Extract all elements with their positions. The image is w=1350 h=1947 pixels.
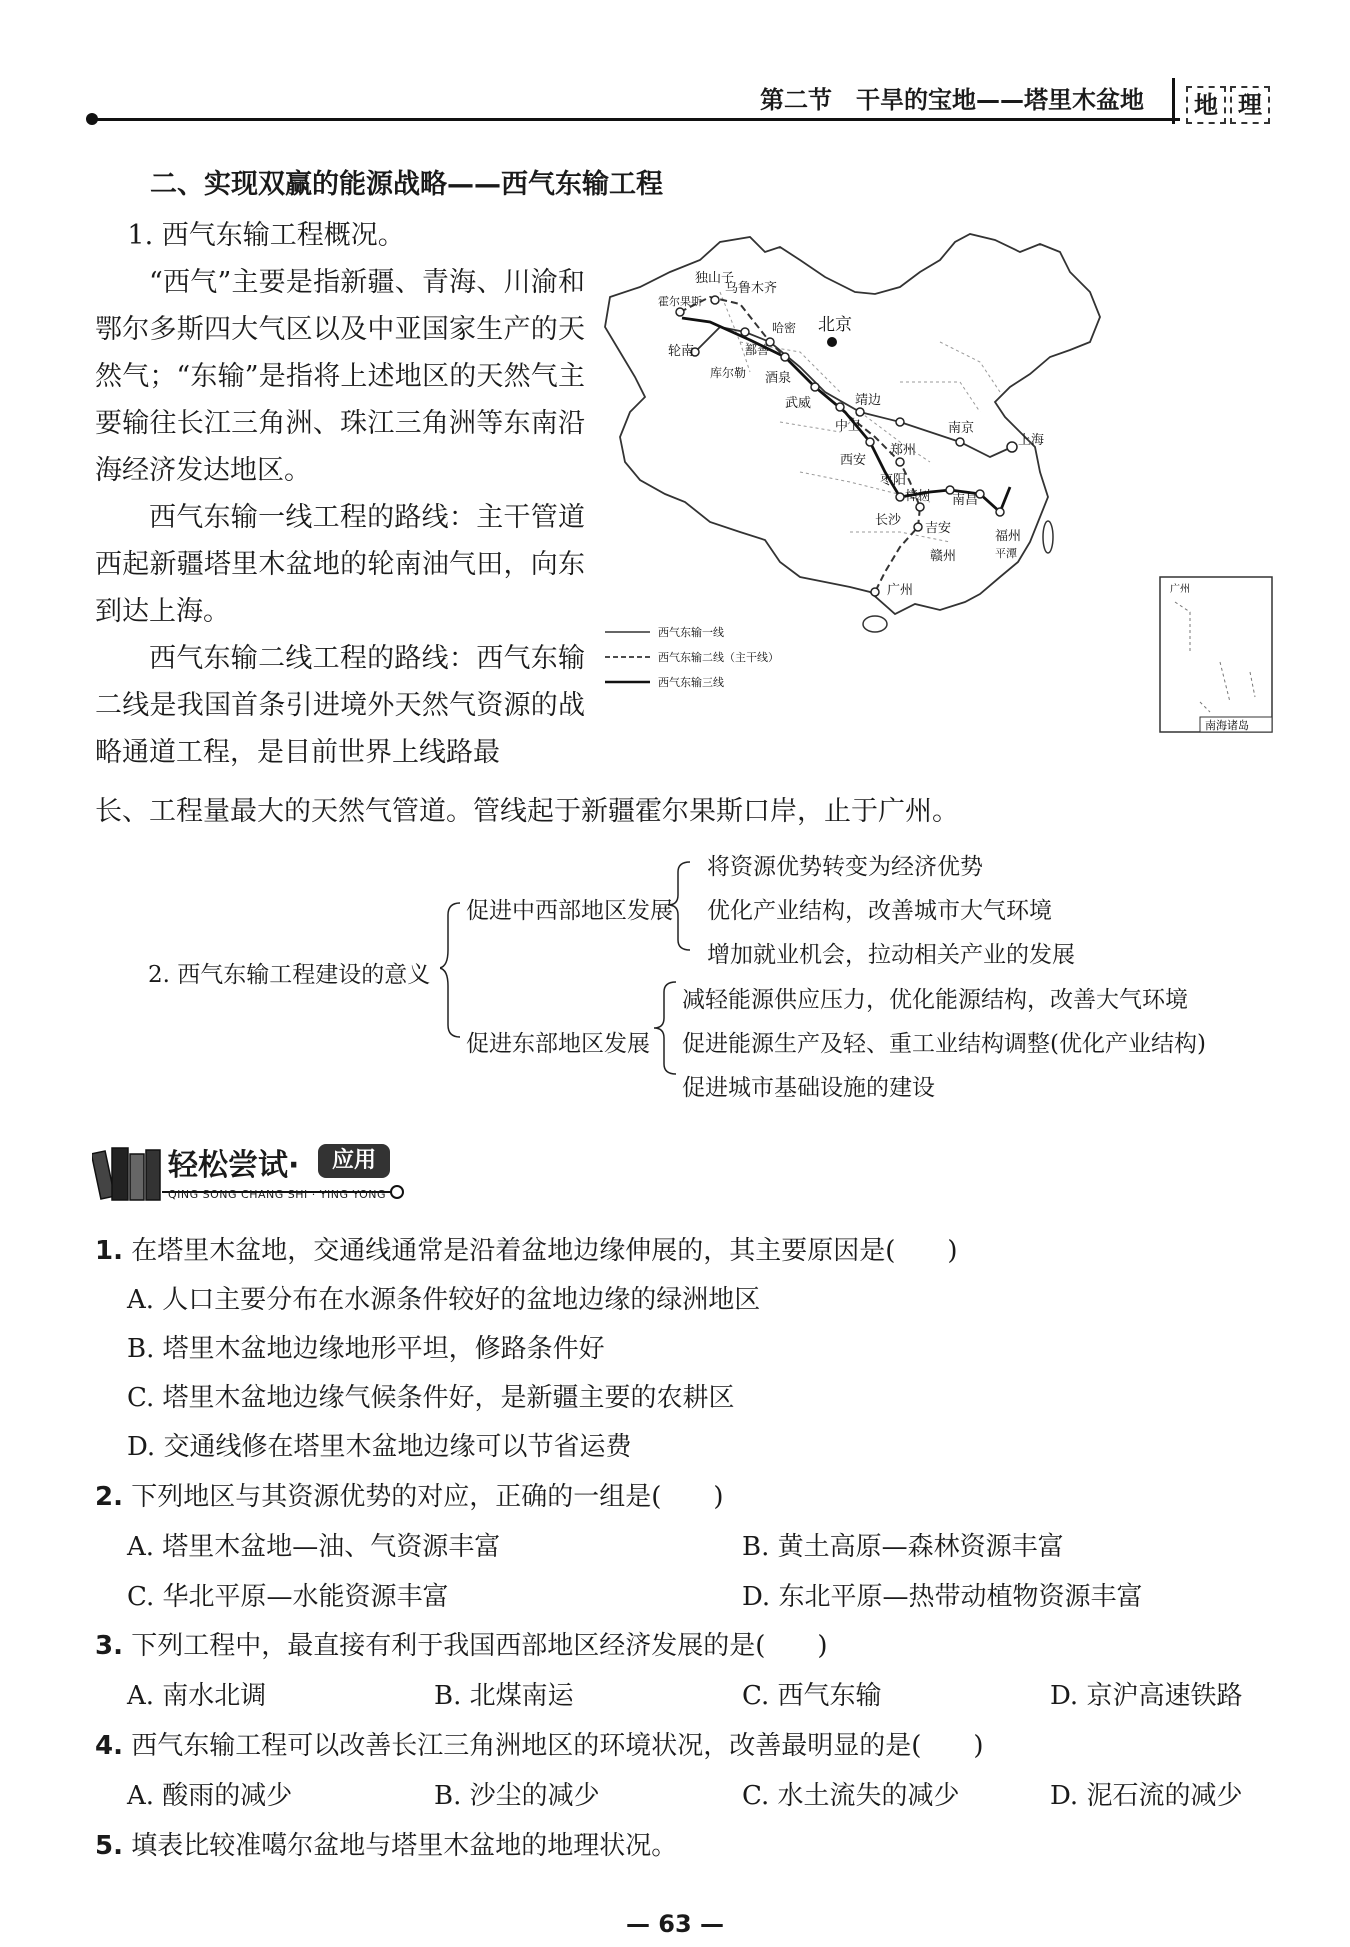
city-labels [658, 270, 1044, 598]
map-city-label: 库尔勒 [710, 366, 747, 380]
option: A. 塔里木盆地—油、气资源丰富 [127, 1532, 501, 1562]
question-number: 4. [95, 1731, 123, 1761]
legend-item-1: 西气东输一线 [658, 626, 724, 639]
pipeline-map [600, 232, 1275, 752]
map-city-label: 武威 [785, 396, 812, 411]
option: B. 黄土高原—森林资源丰富 [742, 1532, 1064, 1562]
map-city-label: 樟树 [905, 489, 932, 504]
question-5 [95, 1825, 677, 1862]
option: A. 南水北调 [127, 1681, 267, 1711]
section-title: 二、实现双赢的能源战略——西气东输工程 [150, 169, 663, 200]
question-stem: 在塔里木盆地，交通线通常是沿着盆地边缘伸展的，其主要原因是( ) [131, 1236, 958, 1266]
option: A. 人口主要分布在水源条件较好的盆地边缘的绿洲地区 [127, 1285, 761, 1315]
map-city-label: 平潭 [995, 547, 1017, 560]
option: A. 酸雨的减少 [127, 1781, 293, 1811]
map-city-label: 赣州 [930, 549, 957, 564]
inset-title: 广州 [1170, 584, 1190, 595]
branch-label-midwest: 促进中西部地区发展 [466, 898, 673, 924]
map-city-label: 上海 [1018, 433, 1045, 448]
branch-item: 将资源优势转变为经济优势 [707, 854, 983, 880]
taiwan-island [1043, 521, 1053, 553]
map-city-label: 福州 [995, 529, 1022, 544]
pipeline-map-svg [600, 232, 1275, 752]
overview-paragraph-2: 西气东输一线工程的路线：主干管道西起新疆塔里木盆地的轮南油气田，向东到达上海。 [95, 502, 585, 627]
banner-title: 轻松尝试· [168, 1148, 300, 1183]
map-city-label: 广州 [887, 583, 914, 598]
beijing-marker [827, 337, 837, 347]
question-1 [95, 1230, 958, 1267]
question-2 [95, 1476, 724, 1513]
legend-item-2: 西气东输二线（主干线） [658, 651, 779, 664]
branch-item: 促进能源生产及轻、重工业结构调整(优化产业结构) [682, 1031, 1206, 1057]
map-city-label: 独山子 [695, 271, 735, 286]
question-number: 2. [95, 1482, 123, 1512]
subject-char-2: 理 [1230, 86, 1270, 124]
map-city-label: 西安 [840, 453, 867, 468]
significance-heading: 2. 西气东输工程建设的意义 [148, 962, 431, 988]
branch-item: 减轻能源供应压力，优化能源结构，改善大气环境 [682, 987, 1188, 1013]
question-number: 5. [95, 1831, 123, 1861]
map-city-label: 鄯善 [745, 343, 770, 357]
option: D. 东北平原—热带动植物资源丰富 [742, 1582, 1143, 1612]
map-city-label: 哈密 [772, 321, 797, 335]
inset-label: 南海诸岛 [1205, 719, 1249, 732]
question-3 [95, 1625, 828, 1662]
question-number: 3. [95, 1631, 123, 1661]
map-city-label: 霍尔果斯 [658, 295, 702, 308]
overview-paragraph-3: 西气东输二线工程的路线：西气东输二线是我国首条引进境外天然气资源的战略通道工程，是目前世界上线路最 [95, 643, 585, 768]
map-city-label: 中卫 [835, 419, 862, 434]
map-city-label: 枣阳 [880, 473, 907, 488]
map-city-label: 南昌 [952, 493, 979, 508]
option: C. 西气东输 [742, 1681, 882, 1711]
branch-label-east: 促进东部地区发展 [466, 1031, 650, 1057]
question-stem: 填表比较准噶尔盆地与塔里木盆地的地理状况。 [131, 1831, 678, 1861]
map-city-label: 北京 [818, 315, 852, 335]
branch-item: 优化产业结构，改善城市大气环境 [707, 898, 1052, 924]
option: D. 交通线修在塔里木盆地边缘可以节省运费 [127, 1432, 632, 1462]
map-legend [605, 625, 779, 689]
map-city-label: 轮南 [668, 344, 695, 359]
map-city-label: 吉安 [925, 521, 952, 536]
overview-block [95, 212, 585, 776]
south-china-sea-inset [1160, 577, 1272, 732]
branch-item: 促进城市基础设施的建设 [682, 1075, 935, 1101]
page-number: — 63 — [625, 1910, 725, 1938]
option: C. 水土流失的减少 [742, 1781, 960, 1811]
map-city-label: 南京 [948, 421, 975, 436]
pipeline-line-3 [682, 318, 1010, 512]
map-city-label: 郑州 [890, 443, 917, 458]
legend-item-3: 西气东输三线 [658, 676, 724, 689]
option: D. 京沪高速铁路 [1050, 1681, 1243, 1711]
banner-tag: 应用 [318, 1144, 390, 1178]
banner-pinyin: QING SONG CHANG SHI · YING YONG [168, 1188, 386, 1201]
map-city-label: 酒泉 [765, 371, 792, 386]
pipeline-line-1 [695, 327, 1012, 457]
option: C. 塔里木盆地边缘气候条件好，是新疆主要的农耕区 [127, 1383, 735, 1413]
overview-paragraph-1: “西气”主要是指新疆、青海、川渝和鄂尔多斯四大气区以及中亚国家生产的天然气；“东输”是指将上述地区的天然气主要输往长江三角洲、珠江三角洲等东南沿海经济发达地区。 [95, 267, 585, 486]
pipeline-line-2 [680, 297, 920, 592]
header-separator [1172, 78, 1175, 124]
question-stem: 下列地区与其资源优势的对应，正确的一组是( ) [131, 1482, 724, 1512]
header-section-title: 第二节 干旱的宝地——塔里木盆地 [760, 86, 1144, 114]
map-city-label: 靖边 [855, 393, 882, 408]
option: B. 北煤南运 [434, 1681, 574, 1711]
city-markers [676, 296, 1017, 596]
option: C. 华北平原—水能资源丰富 [127, 1582, 449, 1612]
map-city-label: 长沙 [875, 513, 902, 528]
question-stem: 下列工程中，最直接有利于我国西部地区经济发展的是( ) [131, 1631, 828, 1661]
hainan-island [863, 616, 887, 632]
header-rule [90, 118, 1180, 121]
option: D. 泥石流的减少 [1050, 1781, 1243, 1811]
question-number: 1. [95, 1236, 123, 1266]
option: B. 沙尘的减少 [434, 1781, 600, 1811]
question-4 [95, 1725, 984, 1762]
overview-continuation: 长、工程量最大的天然气管道。管线起于新疆霍尔果斯口岸，止于广州。 [95, 796, 959, 827]
subject-char-1: 地 [1186, 86, 1226, 124]
question-stem: 西气东输工程可以改善长江三角洲地区的环境状况，改善最明显的是( ) [131, 1731, 984, 1761]
option: B. 塔里木盆地边缘地形平坦，修路条件好 [127, 1334, 605, 1364]
map-city-label: 乌鲁木齐 [725, 281, 778, 296]
branch-item: 增加就业机会，拉动相关产业的发展 [707, 942, 1075, 968]
overview-heading: 1. 西气东输工程概况。 [127, 220, 405, 251]
